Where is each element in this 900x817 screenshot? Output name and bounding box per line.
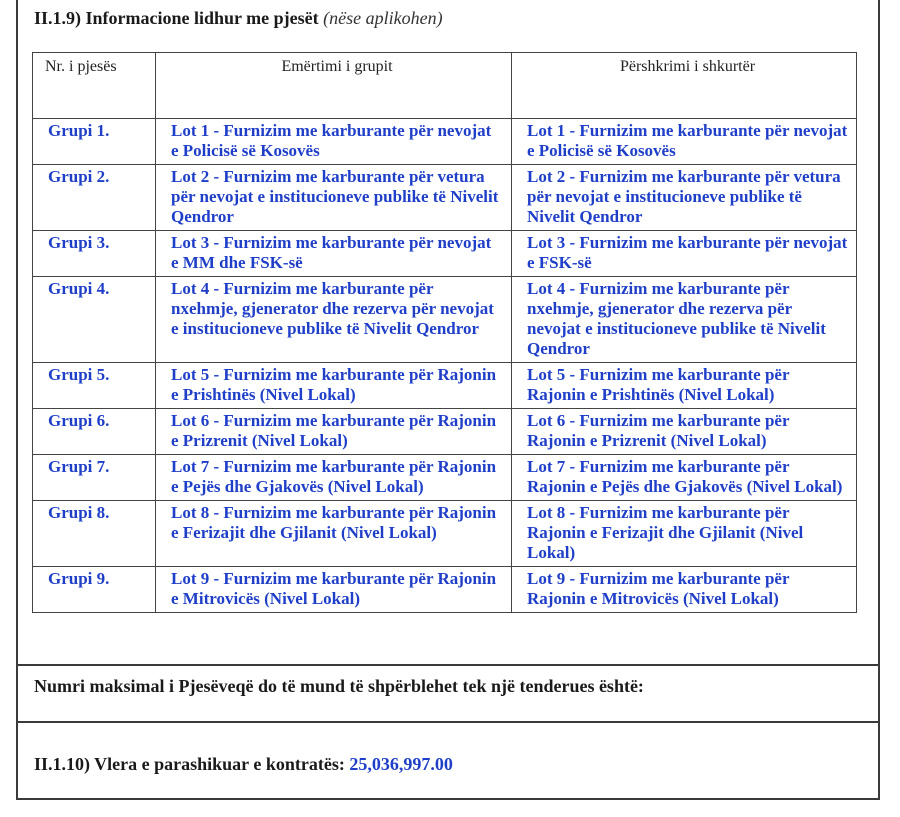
- group-name-cell: Lot 2 - Furnizim me karburante për vetura për nevojat e institucioneve publike të Nivelit Qendror: [156, 165, 512, 231]
- short-description-cell: Lot 3 - Furnizim me karburante për nevojat e FSK-së: [512, 231, 857, 277]
- group-name-cell: Lot 8 - Furnizim me karburante për Rajonin e Ferizajit dhe Gjilanit (Nivel Lokal): [156, 501, 512, 567]
- short-description-cell: Lot 4 - Furnizim me karburante për nxehmje, gjenerator dhe rezerva për nevojat e institucioneve publike të Nivelit Qendror: [512, 277, 857, 363]
- lot-number-cell: Grupi 8.: [33, 501, 156, 567]
- table-row: [33, 363, 857, 409]
- group-name-cell: Lot 5 - Furnizim me karburante për Rajonin e Prishtinës (Nivel Lokal): [156, 363, 512, 409]
- contract-value-line: [34, 754, 453, 775]
- lot-number-cell: Grupi 3.: [33, 231, 156, 277]
- group-name-cell: Lot 4 - Furnizim me karburante për nxehmje, gjenerator dhe rezerva për nevojat e institucioneve publike të Nivelit Qendror: [156, 277, 512, 363]
- short-description-cell: Lot 1 - Furnizim me karburante për nevojat e Policisë së Kosovës: [512, 119, 857, 165]
- short-description-cell: Lot 9 - Furnizim me karburante për Rajonin e Mitrovicës (Nivel Lokal): [512, 567, 857, 613]
- table-row: [33, 409, 857, 455]
- max-lots-label: Numri maksimal i Pjesëveqë do të mund të shpërblehet tek një tenderues është:: [34, 676, 644, 696]
- lot-number-cell: Grupi 6.: [33, 409, 156, 455]
- header-lot-number: Nr. i pjesës: [33, 53, 156, 119]
- section-heading-lots: [34, 8, 443, 29]
- section-divider: [16, 721, 880, 723]
- lot-number-cell: Grupi 5.: [33, 363, 156, 409]
- lots-table: [32, 52, 857, 613]
- short-description-cell: Lot 7 - Furnizim me karburante për Rajonin e Pejës dhe Gjakovës (Nivel Lokal): [512, 455, 857, 501]
- contract-value-amount: 25,036,997.00: [349, 754, 453, 774]
- group-name-cell: Lot 6 - Furnizim me karburante për Rajonin e Prizrenit (Nivel Lokal): [156, 409, 512, 455]
- section-heading-text: II.1.9) Informacione lidhur me pjesët: [34, 8, 319, 28]
- lot-number-cell: Grupi 1.: [33, 119, 156, 165]
- table-row: [33, 501, 857, 567]
- section-divider: [16, 664, 880, 666]
- contract-value-label: II.1.10) Vlera e parashikuar e kontratës:: [34, 754, 345, 774]
- lot-number-cell: Grupi 7.: [33, 455, 156, 501]
- table-row: [33, 119, 857, 165]
- group-name-cell: Lot 3 - Furnizim me karburante për nevojat e MM dhe FSK-së: [156, 231, 512, 277]
- short-description-cell: Lot 6 - Furnizim me karburante për Rajonin e Prizrenit (Nivel Lokal): [512, 409, 857, 455]
- lot-number-cell: Grupi 9.: [33, 567, 156, 613]
- lot-number-cell: Grupi 4.: [33, 277, 156, 363]
- table-row: [33, 165, 857, 231]
- short-description-cell: Lot 8 - Furnizim me karburante për Rajonin e Ferizajit dhe Gjilanit (Nivel Lokal): [512, 501, 857, 567]
- header-group-name: Emërtimi i grupit: [156, 53, 512, 119]
- table-row: [33, 277, 857, 363]
- table-row: [33, 455, 857, 501]
- lots-table-body: [33, 119, 857, 613]
- lot-number-cell: Grupi 2.: [33, 165, 156, 231]
- section-heading-note: (nëse aplikohen): [323, 8, 443, 28]
- short-description-cell: Lot 5 - Furnizim me karburante për Rajonin e Prishtinës (Nivel Lokal): [512, 363, 857, 409]
- table-row: [33, 231, 857, 277]
- short-description-cell: Lot 2 - Furnizim me karburante për vetura për nevojat e institucioneve publike të Nivelit Qendror: [512, 165, 857, 231]
- header-short-description: Përshkrimi i shkurtër: [512, 53, 857, 119]
- table-header-row: [33, 53, 857, 119]
- table-row: [33, 567, 857, 613]
- group-name-cell: Lot 1 - Furnizim me karburante për nevojat e Policisë së Kosovës: [156, 119, 512, 165]
- group-name-cell: Lot 9 - Furnizim me karburante për Rajonin e Mitrovicës (Nivel Lokal): [156, 567, 512, 613]
- group-name-cell: Lot 7 - Furnizim me karburante për Rajonin e Pejës dhe Gjakovës (Nivel Lokal): [156, 455, 512, 501]
